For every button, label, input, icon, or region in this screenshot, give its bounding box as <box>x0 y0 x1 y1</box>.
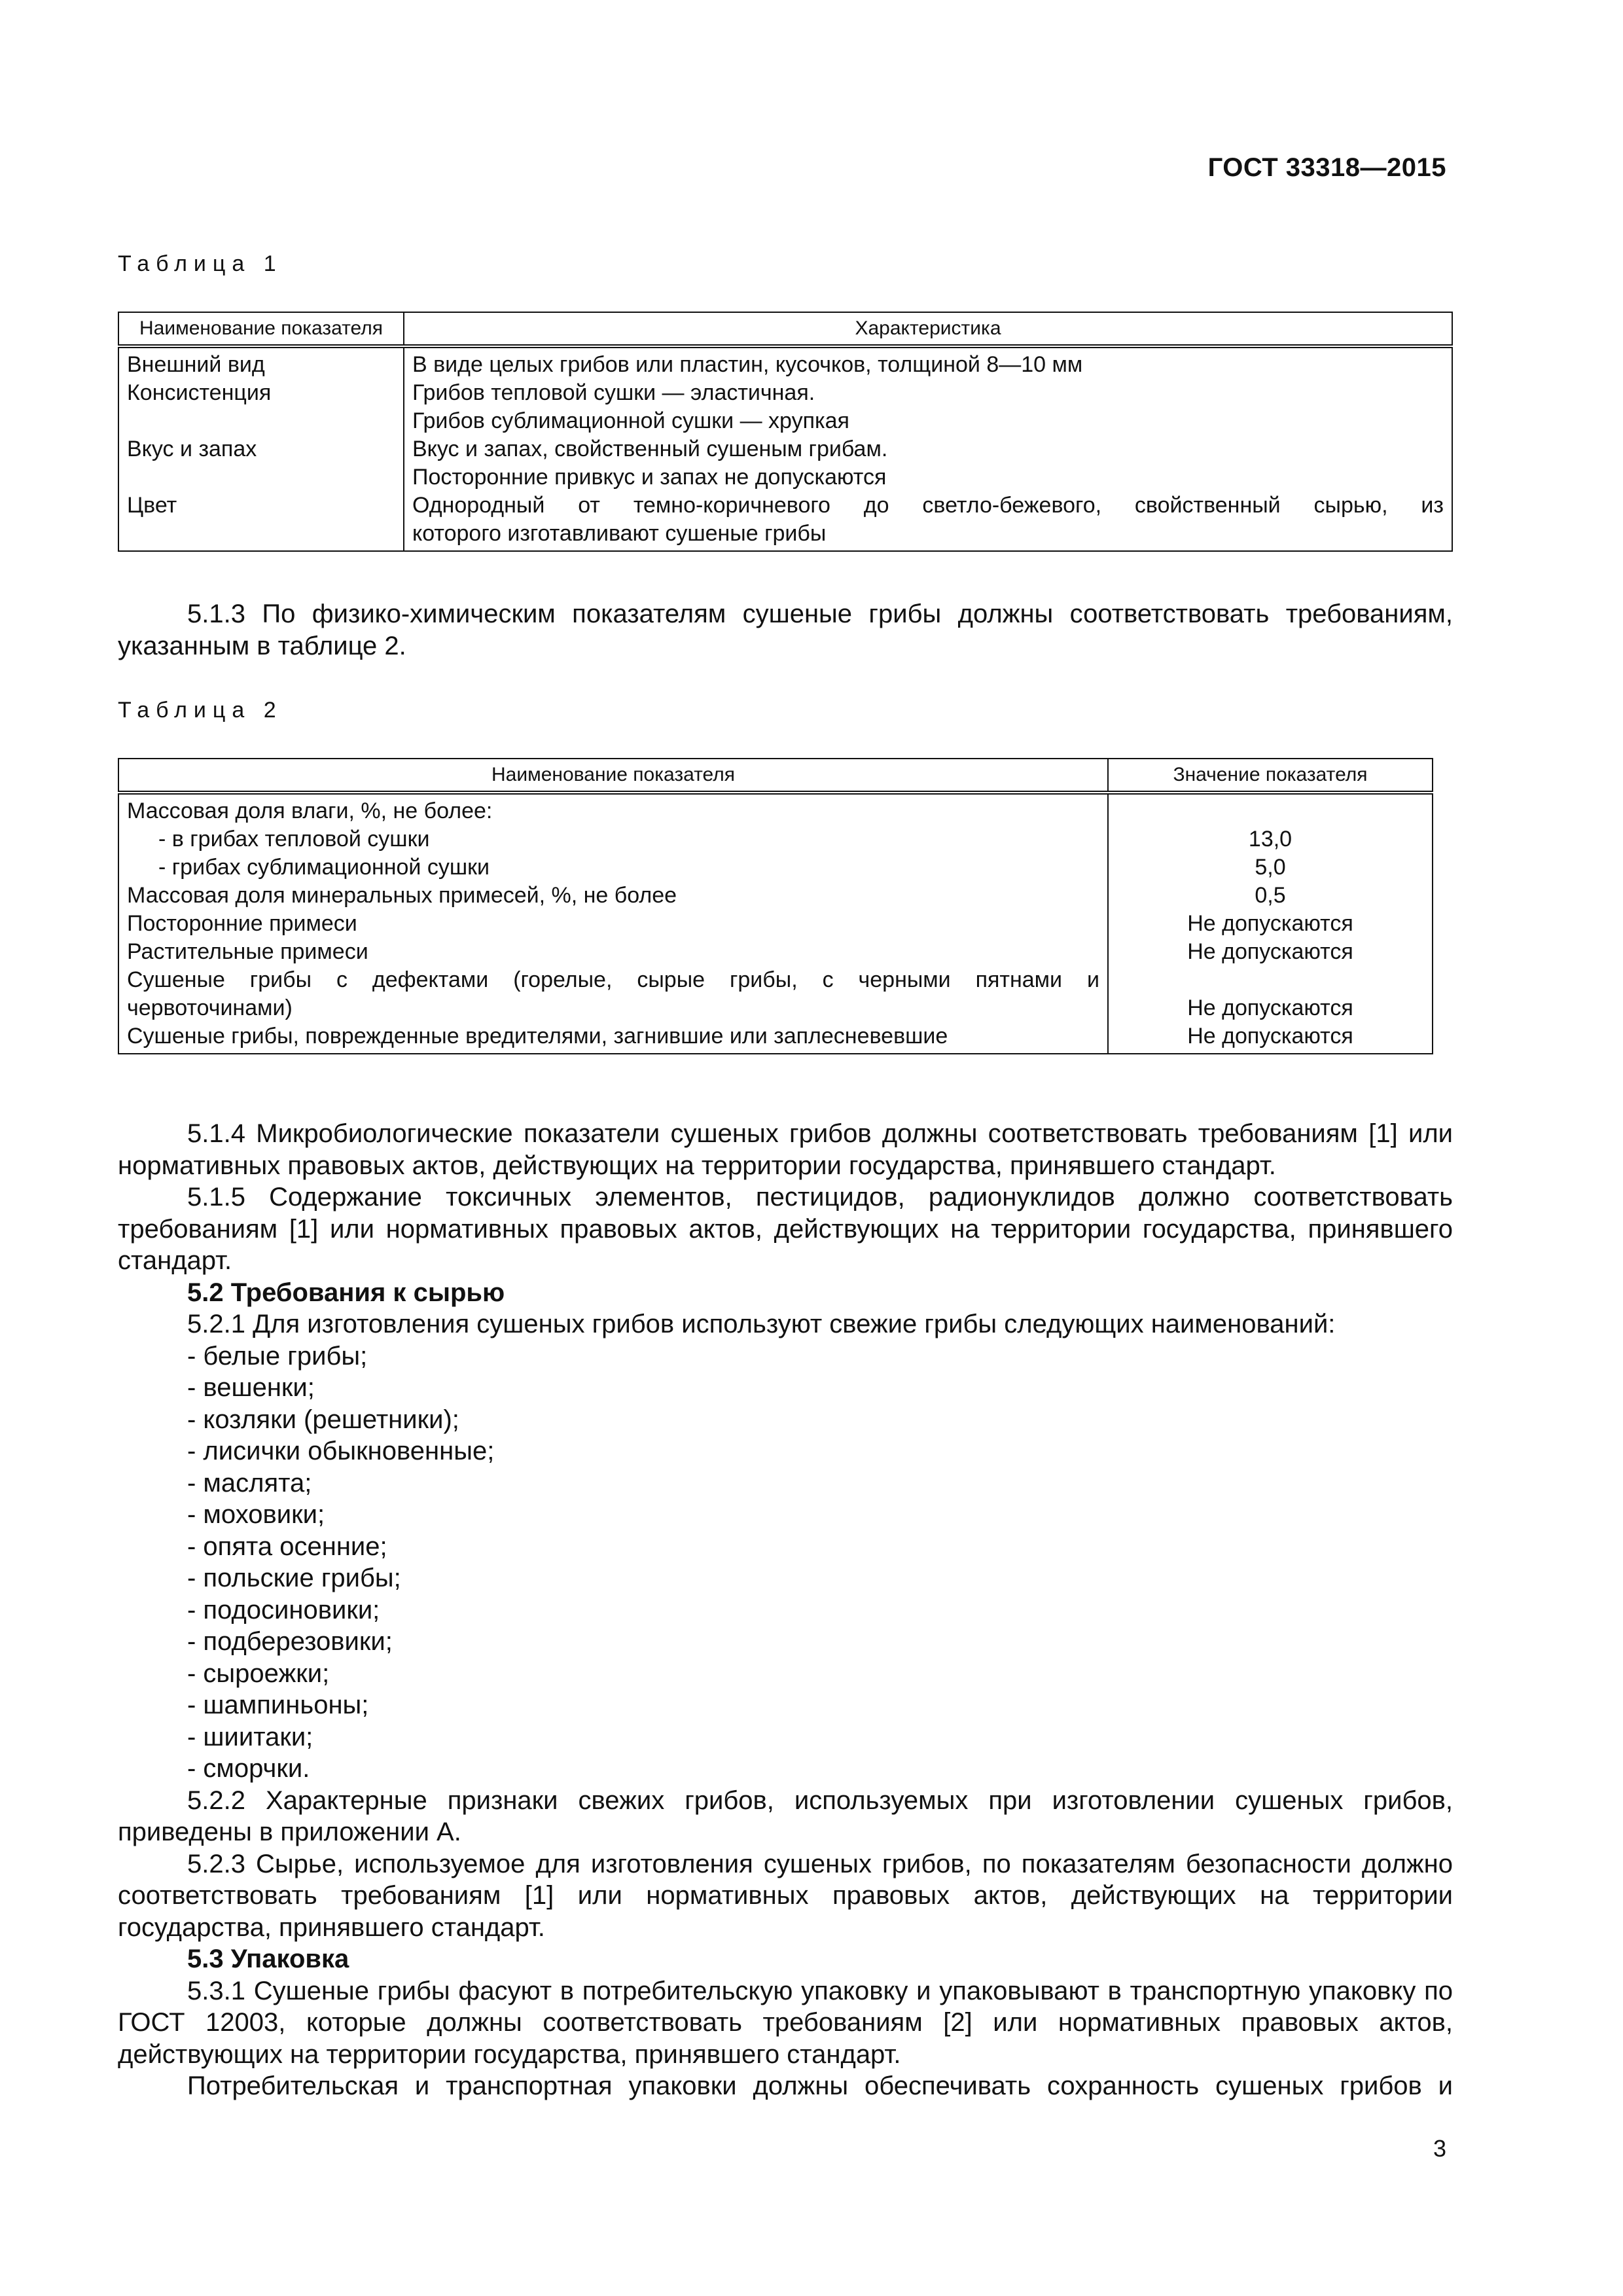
table2-cell-value: Не допускаются <box>1108 938 1433 966</box>
list-item: - козляки (решетники); <box>187 1405 459 1434</box>
list-item: - польские грибы; <box>187 1564 401 1592</box>
list-item: - подберезовики; <box>187 1627 393 1656</box>
table1 <box>118 312 1453 552</box>
table2-cell-value: 13,0 <box>1108 825 1433 853</box>
table2-cell-name: червоточинами) <box>118 994 1108 1022</box>
table-row <box>118 882 1433 910</box>
table1-cell-value: Грибов сублимационной сушки — хрупкая <box>404 407 1452 435</box>
list-item: - сморчки. <box>187 1754 310 1783</box>
list-item: - подосиновики; <box>187 1595 380 1624</box>
table2-cell-value: Не допускаются <box>1108 1022 1433 1054</box>
table-row <box>118 1022 1433 1054</box>
list-item: - белые грибы; <box>187 1341 368 1371</box>
table2-cell-value <box>1108 793 1433 825</box>
table1-cell-name: Вкус и запах <box>118 435 404 463</box>
heading-53: 5.3 Упаковка <box>187 1945 349 1973</box>
main-text <box>118 1118 1453 2102</box>
table1-cell-value: Грибов тепловой сушки — эластичная. <box>404 379 1452 407</box>
table-row <box>118 435 1452 463</box>
paragraph-522: 5.2.2 Характерные признаки свежих грибов, используемых при изготовлении сушеных грибов, приведены в приложении А. <box>118 1785 1453 1846</box>
table2-cell-name: - грибах сублимационной сушки <box>118 853 1108 882</box>
table-row <box>118 520 1452 551</box>
heading-52: 5.2 Требования к сырью <box>187 1278 505 1307</box>
table1-cell-name: Цвет <box>118 492 404 520</box>
table-row <box>118 407 1452 435</box>
list-item: - шиитаки; <box>187 1722 313 1751</box>
table1-col-name: Наименование показателя <box>118 312 404 346</box>
table-row <box>118 492 1452 520</box>
page-number: 3 <box>1433 2135 1446 2162</box>
list-item: - сыроежки; <box>187 1659 330 1688</box>
paragraph-523: 5.2.3 Сырье, используемое для изготовления сушеных грибов, по показателям безопасности должно соответствовать требованиям [1] или нормативных правовых актов, действующих на территории государства, принявшего стандарт. <box>118 1849 1453 1942</box>
table2 <box>118 758 1433 1054</box>
table-row <box>118 379 1452 407</box>
table1-cell-name: Внешний вид <box>118 346 404 379</box>
table-row <box>118 793 1433 825</box>
list-item: - вешенки; <box>187 1373 315 1402</box>
list-item: - опята осенние; <box>187 1532 387 1561</box>
table2-cell-name: - в грибах тепловой сушки <box>118 825 1108 853</box>
paragraph-521: 5.2.1 Для изготовления сушеных грибов используют свежие грибы следующих наименований: <box>187 1310 1336 1338</box>
table-row <box>118 853 1433 882</box>
table2-cell-name: Посторонние примеси <box>118 910 1108 938</box>
table2-cell-value: 5,0 <box>1108 853 1433 882</box>
table1-cell-name: Консистенция <box>118 379 404 407</box>
list-item: - лисички обыкновенные; <box>187 1437 495 1465</box>
paragraph-514: 5.1.4 Микробиологические показатели сушеных грибов должны соответствовать требованиям [1] или нормативных правовых актов, действующих на территории государства, принявшего стандарт. <box>118 1119 1453 1180</box>
table1-col-characteristic: Характеристика <box>404 312 1452 346</box>
paragraph-515: 5.1.5 Содержание токсичных элементов, пестицидов, радионуклидов должно соответствовать требованиям [1] или нормативных правовых актов, действующих на территории государства, принявшего стандарт. <box>118 1183 1453 1275</box>
table2-caption: Таблица 2 <box>118 698 283 723</box>
table1-cell-value: Однородный от темно-коричневого до светло-бежевого, свойственный сырью, из <box>404 492 1452 520</box>
table-row <box>118 994 1433 1022</box>
paragraph-531: 5.3.1 Сушеные грибы фасуют в потребительскую упаковку и упаковывают в транспортную упаковку по ГОСТ 12003, которые должны соответствовать требованиям [2] или нормативных правовых актов, действующих на территории государства, принявшего стандарт. <box>118 1976 1453 2069</box>
list-item: - маслята; <box>187 1468 312 1498</box>
paragraph-532: Потребительская и транспортная упаковки должны обеспечивать сохранность сушеных грибов и <box>187 2072 1453 2100</box>
table2-cell-name: Сушеные грибы, поврежденные вредителями, загнившие или заплесневевшие <box>118 1022 1108 1054</box>
table1-cell-value: В виде целых грибов или пластин, кусочков, толщиной 8—10 мм <box>404 346 1452 379</box>
table-row <box>118 346 1452 379</box>
section-513 <box>118 598 1453 662</box>
table1-caption: Таблица 1 <box>118 251 283 276</box>
table2-cell-value: Не допускаются <box>1108 994 1433 1022</box>
table2-cell-value: Не допускаются <box>1108 910 1433 938</box>
list-item: - моховики; <box>187 1500 325 1529</box>
table1-cell-value: Посторонние привкус и запах не допускаются <box>404 463 1452 492</box>
paragraph-513: 5.1.3 По физико-химическим показателям сушеные грибы должны соответствовать требованиям, указанным в таблице 2. <box>118 600 1453 660</box>
table2-cell-name: Массовая доля минеральных примесей, %, не более <box>118 882 1108 910</box>
table1-cell-value: Вкус и запах, свойственный сушеным грибам. <box>404 435 1452 463</box>
table-row <box>118 825 1433 853</box>
table-row <box>118 938 1433 966</box>
table2-cell-name: Сушеные грибы с дефектами (горелые, сырые грибы, с черными пятнами и <box>118 966 1108 994</box>
document-id: ГОСТ 33318—2015 <box>1207 153 1446 182</box>
list-item: - шампиньоны; <box>187 1691 369 1719</box>
table2-col-value: Значение показателя <box>1108 759 1433 793</box>
table2-cell-value <box>1108 966 1433 994</box>
table2-cell-value: 0,5 <box>1108 882 1433 910</box>
table1-cell-value: которого изготавливают сушеные грибы <box>404 520 1452 551</box>
table-row <box>118 966 1433 994</box>
table-row <box>118 910 1433 938</box>
table-row <box>118 463 1452 492</box>
table2-col-name: Наименование показателя <box>118 759 1108 793</box>
table2-cell-name: Растительные примеси <box>118 938 1108 966</box>
table2-cell-name: Массовая доля влаги, %, не более: <box>118 793 1108 825</box>
